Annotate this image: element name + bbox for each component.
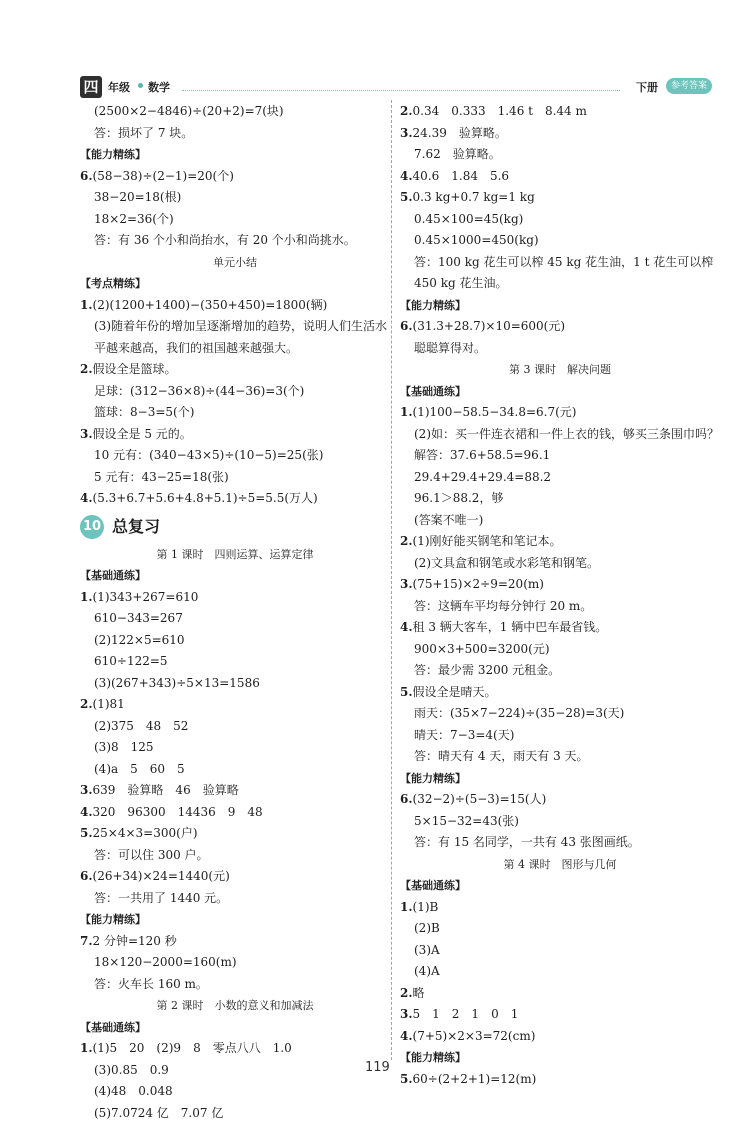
answer-line: 7.62 验算略。 [400, 144, 720, 166]
question-number: 7. [80, 934, 93, 948]
answer-text: 0.3 kg+0.7 kg=1 kg [413, 190, 535, 204]
question-number: 3. [400, 577, 413, 591]
chapter-number: 10 [80, 515, 104, 539]
answer-text: 2 分钟=120 秒 [93, 934, 177, 948]
answer-line: 答：损坏了 7 块。 [80, 123, 390, 145]
answer-line [400, 897, 720, 919]
answer-line [400, 187, 720, 209]
answer-line: (2)B [400, 918, 720, 940]
answer-line: (5)7.0724 亿 7.07 亿 [80, 1103, 390, 1124]
answer-line: 答：有 15 名同学，一共有 43 张图画纸。 [400, 832, 720, 854]
answer-text: (5.3+6.7+5.6+4.8+5.1)÷5=5.5(万人) [93, 491, 318, 505]
answer-line: 5 元有：43−25=18(张) [80, 467, 390, 489]
question-number: 2. [80, 362, 93, 376]
grade-mark: 四 [80, 76, 102, 98]
answer-line [80, 780, 390, 802]
subject-label: 数学 [148, 79, 170, 95]
answer-text: (1)343+267=610 [93, 590, 199, 604]
answer-line: 38−20=18(根) [80, 187, 390, 209]
answer-text: 假设全是晴天。 [413, 685, 497, 699]
answer-paragraph: (3)随着年份的增加呈逐渐增加的趋势，说明人们生活水平越来越高，我们的祖国越来越强大。 [80, 316, 390, 359]
answer-line [400, 166, 720, 188]
answer-line [80, 931, 390, 953]
answer-line: 29.4+29.4+29.4=88.2 [400, 467, 720, 489]
answer-line: 0.45×1000=450(kg) [400, 230, 720, 252]
answer-line [400, 531, 720, 553]
section-label: 【能力精练】 [80, 909, 390, 931]
answer-line [80, 823, 390, 845]
answer-line [400, 682, 720, 704]
answer-line: 答：晴天有 4 天，雨天有 3 天。 [400, 746, 720, 768]
answer-line: 900×3+500=3200(元) [400, 639, 720, 661]
section-label: 【能力精练】 [400, 768, 720, 790]
answer-line [400, 1069, 720, 1091]
column-divider [391, 100, 392, 1060]
question-number: 1. [80, 590, 93, 604]
answer-line [80, 359, 390, 381]
question-number: 1. [80, 298, 93, 312]
question-number: 4. [80, 491, 93, 505]
question-number: 5. [400, 190, 413, 204]
question-number: 1. [400, 405, 413, 419]
question-number: 3. [400, 126, 413, 140]
question-number: 2. [80, 697, 93, 711]
unit-summary-heading: 单元小结 [80, 252, 390, 274]
answer-line: 10 元有：(340−43×5)÷(10−5)=25(张) [80, 445, 390, 467]
answer-text: 略 [413, 986, 425, 1000]
section-label: 【基础通练】 [80, 565, 390, 587]
section-label: 【考点精练】 [80, 273, 390, 295]
answer-line [80, 587, 390, 609]
question-number: 5. [400, 685, 413, 699]
question-number: 6. [400, 792, 413, 806]
answer-line [80, 295, 390, 317]
answer-text: 320 96300 14436 9 48 [93, 805, 263, 819]
answer-line: 答：一共用了 1440 元。 [80, 888, 390, 910]
answer-text: 5 1 2 1 0 1 [413, 1007, 519, 1021]
answer-line [400, 789, 720, 811]
answer-line: (3)(267+343)÷5×13=1586 [80, 673, 390, 695]
answer-line: 5×15−32=43(张) [400, 811, 720, 833]
answer-line: (2)122×5=610 [80, 630, 390, 652]
answer-line: 96.1＞88.2，够 [400, 488, 720, 510]
answer-line: (4)A [400, 961, 720, 983]
answer-text: (31.3+28.7)×10=600(元) [413, 319, 566, 333]
answer-line: (3)A [400, 940, 720, 962]
answer-line [80, 1038, 390, 1060]
answer-line: 答：这辆车平均每分钟行 20 m。 [400, 596, 720, 618]
page-header [0, 0, 750, 100]
volume-label: 下册 [636, 79, 658, 95]
answer-line [400, 617, 720, 639]
answer-line: (答案不唯一) [400, 510, 720, 532]
question-number: 6. [80, 169, 93, 183]
answer-paragraph: 答：100 kg 花生可以榨 45 kg 花生油，1 t 花生可以榨 450 kg 花生油。 [400, 252, 720, 295]
answer-line [80, 424, 390, 446]
answer-line [400, 402, 720, 424]
answer-line [400, 983, 720, 1005]
answer-line [80, 694, 390, 716]
answer-line [400, 123, 720, 145]
answer-line: (2)文具盒和钢笔或水彩笔和钢笔。 [400, 553, 720, 575]
question-number: 1. [80, 1041, 93, 1055]
answer-line: 晴天：7−3=4(天) [400, 725, 720, 747]
answer-line [400, 574, 720, 596]
answer-text: (26+34)×24=1440(元) [93, 869, 230, 883]
section-label: 【能力精练】 [80, 144, 390, 166]
answer-text: (58−38)÷(2−1)=20(个) [93, 169, 234, 183]
section-label: 【能力精练】 [400, 1047, 720, 1069]
separator-dot-icon [138, 83, 143, 88]
answer-text: (1)B [413, 900, 439, 914]
answer-line [400, 1026, 720, 1048]
question-number: 2. [400, 986, 413, 1000]
answer-line: 篮球：8−3=5(个) [80, 402, 390, 424]
answer-text: 0.34 0.333 1.46 t 8.44 m [413, 104, 587, 118]
question-number: 2. [400, 104, 413, 118]
section-label: 【能力精练】 [400, 295, 720, 317]
answer-line [400, 316, 720, 338]
grade-label: 年级 [108, 79, 130, 95]
answer-line: 聪聪算得对。 [400, 338, 720, 360]
answer-line: (2)375 48 52 [80, 716, 390, 738]
answer-paragraph: (2)如：买一件连衣裙和一件上衣的钱，够买三条围巾吗？ [400, 424, 720, 446]
answer-line: 雨天：(35×7−224)÷(35−28)=3(天) [400, 703, 720, 725]
answer-line [400, 1004, 720, 1026]
answer-text: (75+15)×2÷9=20(m) [413, 577, 544, 591]
answer-line: 610÷122=5 [80, 651, 390, 673]
answer-text: 40.6 1.84 5.6 [413, 169, 510, 183]
answer-text: (1)5 20 (2)9 8 零点八八 1.0 [93, 1041, 292, 1055]
answer-line: (3)8 125 [80, 737, 390, 759]
answer-line: 18×2=36(个) [80, 209, 390, 231]
question-number: 1. [400, 900, 413, 914]
answer-line: 0.45×100=45(kg) [400, 209, 720, 231]
answer-line: 答：火车长 160 m。 [80, 974, 390, 996]
answer-line: (3)0.85 0.9 [80, 1060, 390, 1082]
answer-text: 60÷(2+2+1)=12(m) [413, 1072, 537, 1086]
answer-text: (1)100−58.5−34.8=6.7(元) [413, 405, 577, 419]
answer-line [80, 866, 390, 888]
answer-line: 解答：37.6+58.5=96.1 [400, 445, 720, 467]
question-number: 2. [400, 534, 413, 548]
question-number: 4. [80, 805, 93, 819]
lesson-heading: 第 3 课时 解决问题 [400, 359, 720, 381]
question-number: 4. [400, 169, 413, 183]
answer-line: (2500×2−4846)÷(20+2)=7(块) [80, 101, 390, 123]
question-number: 3. [80, 783, 93, 797]
question-number: 6. [80, 869, 93, 883]
lesson-heading: 第 1 课时 四则运算、运算定律 [80, 544, 390, 566]
section-label: 【基础通练】 [400, 381, 720, 403]
answer-text: (32−2)÷(5−3)=15(人) [413, 792, 547, 806]
answer-line: 足球：(312−36×8)÷(44−36)=3(个) [80, 381, 390, 403]
left-column [80, 101, 390, 1124]
question-number: 5. [80, 826, 93, 840]
right-column [400, 101, 720, 1090]
answer-text: (2)(1200+1400)−(350+450)=1800(辆) [93, 298, 328, 312]
answer-line: 答：可以住 300 户。 [80, 845, 390, 867]
page-number: 119 [365, 1060, 389, 1075]
question-number: 4. [400, 620, 413, 634]
answer-text: (7+5)×2×3=72(cm) [413, 1029, 536, 1043]
answer-text: 639 验算略 46 验算略 [93, 783, 239, 797]
answer-text: 租 3 辆大客车，1 辆中巴车最省钱。 [413, 620, 608, 634]
section-label: 【基础通练】 [80, 1017, 390, 1039]
answer-text: 25×4×3=300(户) [93, 826, 198, 840]
answer-line [80, 488, 390, 510]
chapter-title: 总复习 [112, 517, 160, 536]
section-label: 【基础通练】 [400, 875, 720, 897]
answer-text: (1)刚好能买钢笔和笔记本。 [413, 534, 562, 548]
answer-line: (4)a 5 60 5 [80, 759, 390, 781]
answer-line [80, 802, 390, 824]
lesson-heading: 第 2 课时 小数的意义和加减法 [80, 995, 390, 1017]
answer-line: (4)48 0.048 [80, 1081, 390, 1103]
answer-line: 答：最少需 3200 元租金。 [400, 660, 720, 682]
answer-line: 答：有 36 个小和尚抬水，有 20 个小和尚挑水。 [80, 230, 390, 252]
answer-line [400, 101, 720, 123]
lesson-heading: 第 4 课时 图形与几何 [400, 854, 720, 876]
answer-text: 假设全是 5 元的。 [93, 427, 192, 441]
answer-line [80, 166, 390, 188]
answer-line: 18×120−2000=160(m) [80, 952, 390, 974]
answer-text: (1)81 [93, 697, 125, 711]
answer-line: 610−343=267 [80, 608, 390, 630]
question-number: 3. [400, 1007, 413, 1021]
answer-text: 24.39 验算略。 [413, 126, 507, 140]
chapter-heading [80, 512, 390, 542]
question-number: 3. [80, 427, 93, 441]
question-number: 4. [400, 1029, 413, 1043]
answer-badge: 参考答案 [666, 78, 712, 94]
question-number: 5. [400, 1072, 413, 1086]
answer-text: 假设全是篮球。 [93, 362, 177, 376]
question-number: 6. [400, 319, 413, 333]
header-rule [182, 90, 620, 91]
